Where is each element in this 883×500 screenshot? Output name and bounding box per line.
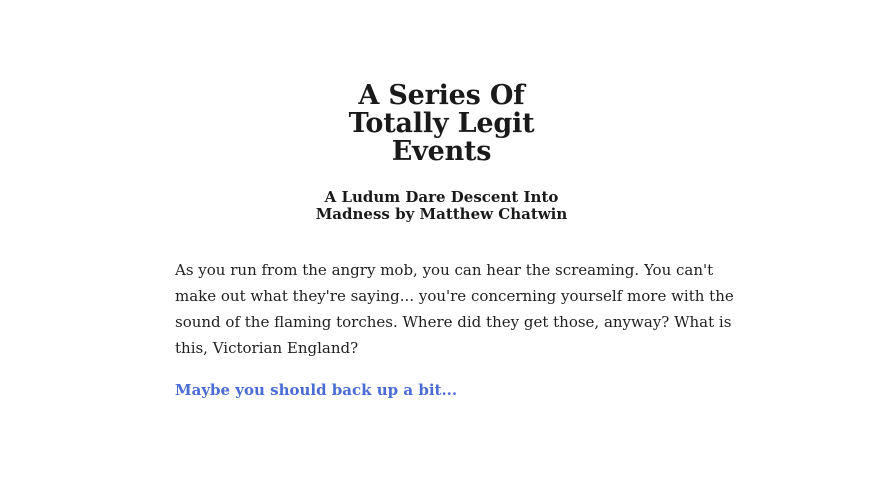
- story-subtitle: [0, 189, 883, 223]
- story-title-line: A Series Of: [358, 80, 525, 111]
- passage-line: make out what they're saying... you're concerning yourself more with the: [175, 287, 734, 305]
- story-subtitle-line: A Ludum Dare Descent Into: [324, 188, 559, 206]
- choice-link-back-up[interactable]: Maybe you should back up a bit...: [175, 381, 458, 399]
- passage-line: sound of the flaming torches. Where did they get those, anyway? What is: [175, 313, 732, 331]
- story-subtitle-line: Madness by Matthew Chatwin: [315, 205, 568, 223]
- story-title: [0, 82, 883, 166]
- story-title-line: Totally Legit: [348, 108, 535, 139]
- passage-line: As you run from the angry mob, you can hear the screaming. You can't: [175, 261, 714, 279]
- story-title-line: Events: [391, 136, 492, 167]
- passage-line: this, Victorian England?: [175, 339, 359, 357]
- story-passage: [175, 257, 735, 361]
